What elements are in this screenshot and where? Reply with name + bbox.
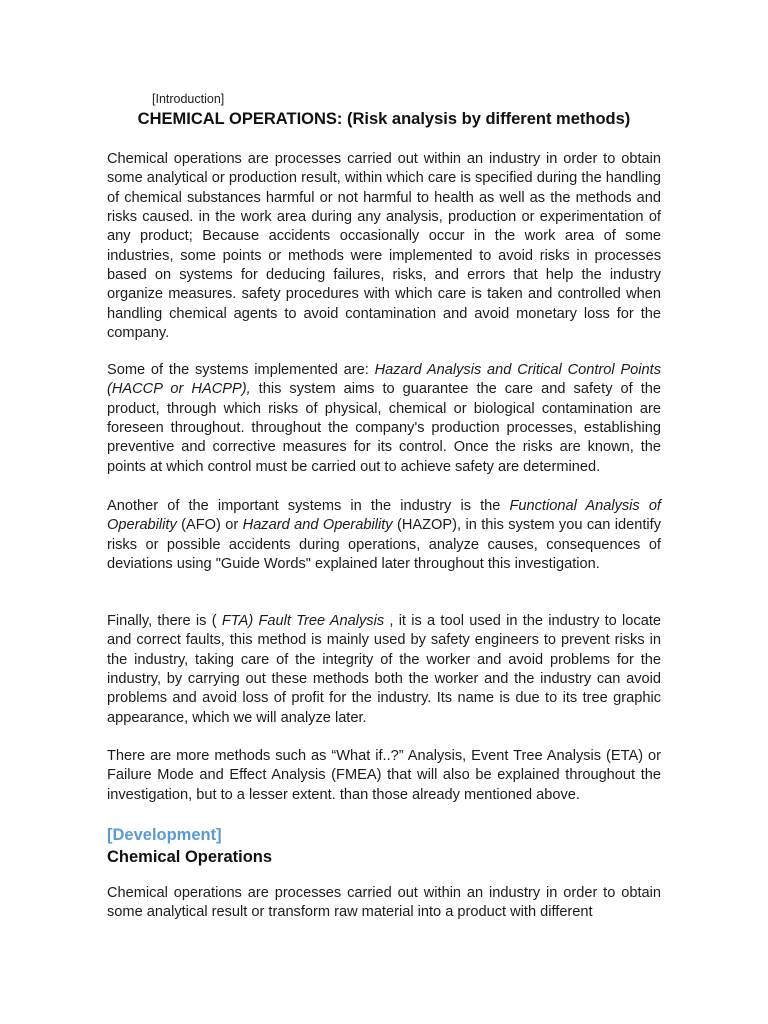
paragraph-text: , it is a tool used in the industry to locate and correct faults, this method is mainly used by safety engineers to prevent risks in the industry, taking care of the integrity of the worker and avoid problems for the industry, by carrying out these methods both the worker and the industry can avoid problems and avoid loss of profit for the industry. Its name is due to its tree graphic appearance, which we will analyze later. [107, 613, 661, 726]
paragraph-text: Some of the systems implemented are: [107, 362, 375, 378]
page-title: CHEMICAL OPERATIONS: (Risk analysis by different methods) [137, 110, 631, 128]
paragraph-text: (HAZOP), in this system you can identify risks or possible accidents during operations, analyze causes, consequences of deviations using "Guide Words" explained later throughout this investigation. [107, 517, 662, 573]
paragraph-intro-chemical-operations: Chemical operations are processes carried out within an industry in order to obtain some analytical or production result, within which care is specified during the handling of chemical substances harmful or not harmful to health as well as the methods and risks caused. in the work area during any analysis, production or experimentation of any product; Because accidents occasionally occur in the work area of some industries, some points or methods were implemented to avoid risks in processes based on systems for deducing failures, risks, and errors that help the industry organize measures. safety procedures with which care is taken and controlled when handling chemical agents to avoid contamination and avoid monetary loss for the company. [107, 151, 661, 342]
fta-term: FTA) Fault Tree Analysis [221, 613, 385, 629]
introduction-tag: [Introduction] [152, 92, 225, 106]
haccp-term: Hazard Analysis and Critical Control Points (HACCP or HACPP), [107, 362, 662, 398]
paragraph-haccp [107, 361, 661, 477]
paragraph-text: (AFO) or [176, 517, 243, 534]
paragraph-other-methods: There are more methods such as “What if..?” Analysis, Event Tree Analysis (ETA) or Failure Mode and Effect Analysis (FMEA) that will also be explained throughout the investigation, but to a lesser extent. than those already mentioned above. [107, 748, 661, 803]
paragraph-chemical-operations-definition: Chemical operations are processes carried out within an industry in order to obtain some analytical result or transform raw material into a product with different [107, 885, 661, 921]
paragraph-hazop [107, 497, 661, 574]
paragraph-text: Finally, there is ( [107, 613, 222, 629]
paragraph-text: this system aims to guarantee the care and safety of the product, through which risks of physical, chemical or biological contamination are foreseen throughout. throughout the company's production processes, establishing preventive and corrective measures for its control. Once the risks are known, the points at which control must be carried out to achieve safety are determined. [107, 381, 661, 475]
chemical-operations-heading: Chemical Operations [107, 848, 273, 866]
development-heading: [Development] [107, 826, 222, 844]
paragraph-fta [107, 612, 661, 728]
afo-term: Functional Analysis of Operability [107, 498, 661, 534]
hazop-term: Hazard and Operability [242, 517, 393, 534]
paragraph-text: Another of the important systems in the industry is the [107, 498, 510, 514]
